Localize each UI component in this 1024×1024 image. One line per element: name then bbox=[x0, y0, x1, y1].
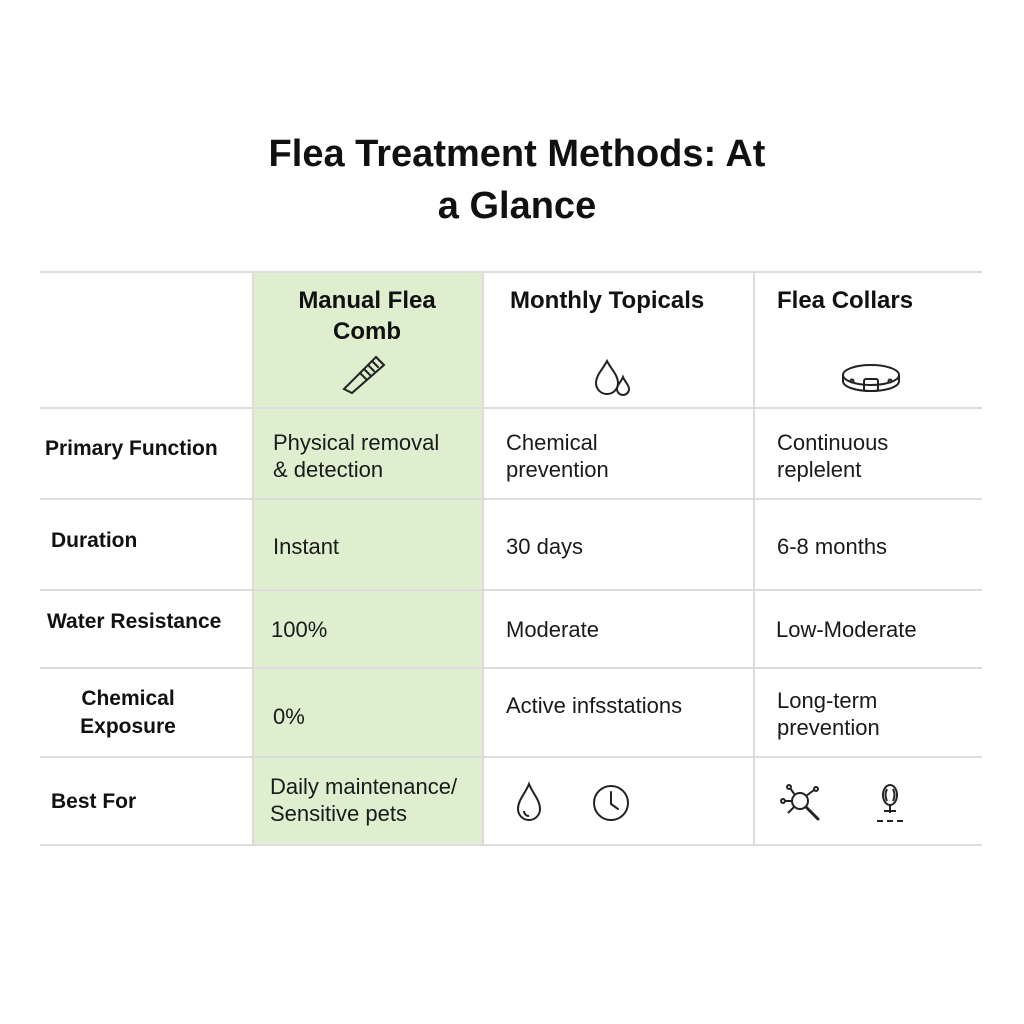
cell-line: Continuous bbox=[777, 430, 889, 455]
clock-icon bbox=[591, 783, 631, 823]
column-header-line: Manual Flea bbox=[298, 287, 436, 314]
cell-topicals-duration bbox=[506, 533, 583, 560]
row-label-water-resistance bbox=[47, 608, 221, 636]
grid-line bbox=[40, 844, 982, 846]
row-label-line: Primary Function bbox=[45, 437, 218, 460]
grid-line bbox=[40, 667, 982, 669]
title-line-2: a Glance bbox=[437, 185, 597, 227]
grid-line bbox=[40, 589, 982, 591]
cell-topicals-water-resistance bbox=[506, 616, 599, 643]
molecule-search-icon bbox=[780, 781, 826, 825]
row-label-line: Best For bbox=[51, 790, 137, 813]
column-header-line: Flea Collars bbox=[777, 287, 914, 314]
cell-manual-comb-primary-function bbox=[273, 429, 439, 483]
row-label-chemical-exposure bbox=[58, 685, 198, 741]
collar-icon bbox=[840, 359, 902, 397]
cell-line: Chemical bbox=[506, 430, 598, 455]
cell-manual-comb-chemical-exposure bbox=[273, 703, 305, 730]
column-header-line: Comb bbox=[333, 318, 401, 345]
cell-line: prevention bbox=[506, 457, 609, 482]
column-header-line: Monthly Topicals bbox=[510, 287, 705, 314]
column-header-monthly-topicals bbox=[510, 285, 704, 316]
cell-line: Physical removal bbox=[273, 430, 440, 455]
cell-line: & detection bbox=[273, 457, 384, 482]
cell-line: 6-8 months bbox=[777, 534, 888, 559]
flea-icon bbox=[873, 781, 907, 825]
row-label-line: Chemical bbox=[81, 687, 175, 710]
cell-line: Daily maintenance/ bbox=[270, 774, 458, 799]
comb-icon bbox=[340, 353, 392, 397]
cell-line: 100% bbox=[271, 617, 328, 642]
cell-line: prevention bbox=[777, 715, 880, 740]
grid-line bbox=[40, 498, 982, 500]
droplets-icon bbox=[593, 357, 633, 397]
row-label-line: Exposure bbox=[80, 715, 176, 738]
title-line-1: Flea Treatment Methods: At bbox=[268, 133, 766, 175]
row-label-duration bbox=[51, 527, 137, 555]
row-label-line: Duration bbox=[51, 529, 138, 552]
cell-line: replelent bbox=[777, 457, 862, 482]
droplet-icon bbox=[514, 781, 544, 823]
comparison-table bbox=[40, 271, 982, 846]
grid-line bbox=[40, 407, 982, 409]
column-header-flea-collars bbox=[777, 285, 913, 316]
cell-manual-comb-duration bbox=[273, 533, 339, 560]
cell-topicals-chemical-exposure bbox=[506, 692, 682, 719]
cell-line: Long-term bbox=[777, 688, 878, 713]
cell-line: Sensitive pets bbox=[270, 801, 407, 826]
grid-line bbox=[482, 271, 484, 846]
cell-line: Active infsstations bbox=[506, 693, 683, 718]
grid-line bbox=[40, 271, 982, 273]
row-label-line: Water Resistance bbox=[47, 610, 222, 633]
cell-line: 30 days bbox=[506, 534, 584, 559]
row-label-primary-function bbox=[45, 435, 218, 463]
grid-line bbox=[252, 271, 254, 846]
cell-manual-comb-water-resistance bbox=[271, 616, 327, 643]
grid-line bbox=[753, 271, 755, 846]
row-label-best-for bbox=[51, 788, 136, 816]
cell-collars-primary-function bbox=[777, 429, 888, 483]
cell-line: Moderate bbox=[506, 617, 599, 642]
cell-manual-comb-best-for bbox=[270, 773, 457, 827]
cell-line: Instant bbox=[273, 534, 340, 559]
cell-line: 0% bbox=[273, 704, 305, 729]
cell-line: Low-Moderate bbox=[776, 617, 917, 642]
cell-collars-water-resistance bbox=[776, 616, 917, 643]
page-title bbox=[0, 128, 1024, 232]
column-header-manual-comb bbox=[252, 285, 482, 347]
cell-topicals-primary-function bbox=[506, 429, 609, 483]
grid-line bbox=[40, 756, 982, 758]
cell-collars-duration bbox=[777, 533, 887, 560]
cell-collars-chemical-exposure bbox=[777, 687, 880, 741]
